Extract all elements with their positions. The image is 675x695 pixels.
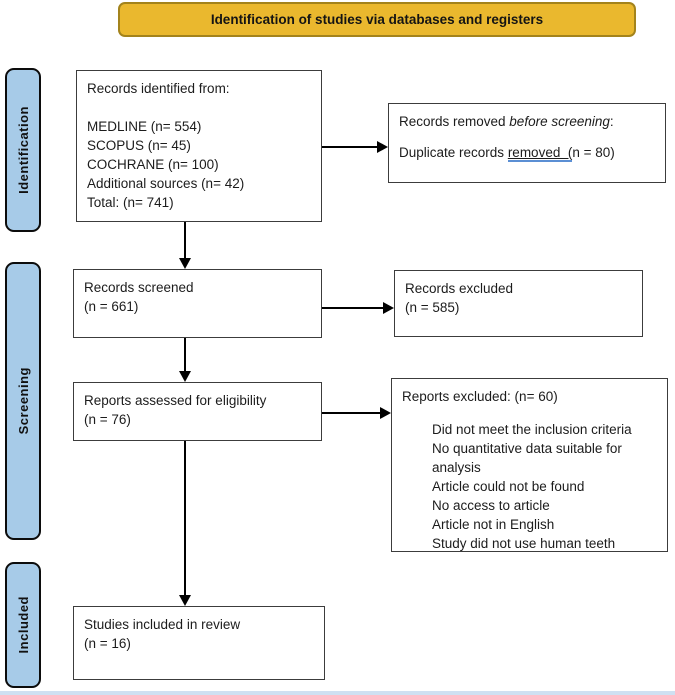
duplicate-records-line xyxy=(399,143,655,162)
stage-label-screening-text: Screening xyxy=(15,367,31,435)
records-screened-count: (n = 661) xyxy=(84,299,139,314)
exclusion-reason: Study did not use human teeth xyxy=(432,536,616,551)
arrow-screened-to-excluded-head xyxy=(383,302,394,314)
reports-excluded-title: Reports excluded: (n= 60) xyxy=(402,389,558,404)
reports-assessed-count: (n = 76) xyxy=(84,412,131,427)
arrow-screened-to-assessed-line xyxy=(184,338,186,372)
exclusion-reasons-list xyxy=(402,420,657,553)
stage-label-screening xyxy=(5,262,41,540)
box-records-screened xyxy=(73,269,322,338)
source-total: Total: (n= 741) xyxy=(87,195,174,210)
source-cochrane: COCHRANE (n= 100) xyxy=(87,157,219,172)
records-removed-colon: : xyxy=(609,114,614,129)
arrow-screened-to-excluded-line xyxy=(322,307,384,309)
arrow-assessed-to-reports-excluded-line xyxy=(322,412,381,414)
arrow-assessed-to-included-line xyxy=(184,441,186,596)
spacer xyxy=(87,98,311,117)
exclusion-reason: No quantitative data suitable for analysis xyxy=(432,441,622,475)
duplicate-records-underlined: removed ( xyxy=(507,145,573,160)
studies-included-label: Studies included in review xyxy=(84,617,241,632)
box-records-excluded xyxy=(394,270,643,337)
stage-label-identification xyxy=(5,68,41,232)
records-identified-title: Records identified from: xyxy=(87,81,230,96)
records-removed-title xyxy=(399,112,655,131)
exclusion-reason: Did not meet the inclusion criteria xyxy=(432,422,632,437)
box-reports-excluded xyxy=(391,378,668,552)
records-screened-label: Records screened xyxy=(84,280,194,295)
box-records-removed xyxy=(388,103,666,183)
stage-label-identification-text: Identification xyxy=(15,106,31,194)
exclusion-reason: No access to article xyxy=(432,498,550,513)
records-excluded-count: (n = 585) xyxy=(405,300,460,315)
duplicate-records-count: n = 80) xyxy=(572,145,615,160)
banner-title xyxy=(118,2,636,37)
box-studies-included xyxy=(73,606,325,680)
source-additional: Additional sources (n= 42) xyxy=(87,176,245,191)
box-reports-assessed xyxy=(73,382,322,441)
stage-label-included-text: Included xyxy=(15,596,31,654)
banner-title-text: Identification of studies via databases and registers xyxy=(210,12,544,27)
studies-included-count: (n = 16) xyxy=(84,636,131,651)
arrow-identified-to-removed-head xyxy=(377,141,388,153)
arrow-assessed-to-included-head xyxy=(179,595,191,606)
records-excluded-label: Records excluded xyxy=(405,281,514,296)
arrow-identified-to-screened-line xyxy=(184,222,186,259)
exclusion-reason: Article not in English xyxy=(432,517,555,532)
exclusion-reason: Article could not be found xyxy=(432,479,585,494)
records-removed-prefix: Records removed xyxy=(399,114,510,129)
arrow-screened-to-assessed-head xyxy=(179,371,191,382)
source-scopus: SCOPUS (n= 45) xyxy=(87,138,191,153)
arrow-identified-to-removed-line xyxy=(322,146,378,148)
stage-label-included xyxy=(5,562,41,688)
records-removed-italic: before screening xyxy=(509,114,610,129)
arrow-assessed-to-reports-excluded-head xyxy=(380,407,391,419)
arrow-identified-to-screened-head xyxy=(179,258,191,269)
box-records-identified xyxy=(76,70,322,222)
reports-assessed-label: Reports assessed for eligibility xyxy=(84,393,267,408)
source-medline: MEDLINE (n= 554) xyxy=(87,119,202,134)
duplicate-records-prefix: Duplicate records xyxy=(399,145,508,160)
bottom-border-strip xyxy=(0,691,675,695)
